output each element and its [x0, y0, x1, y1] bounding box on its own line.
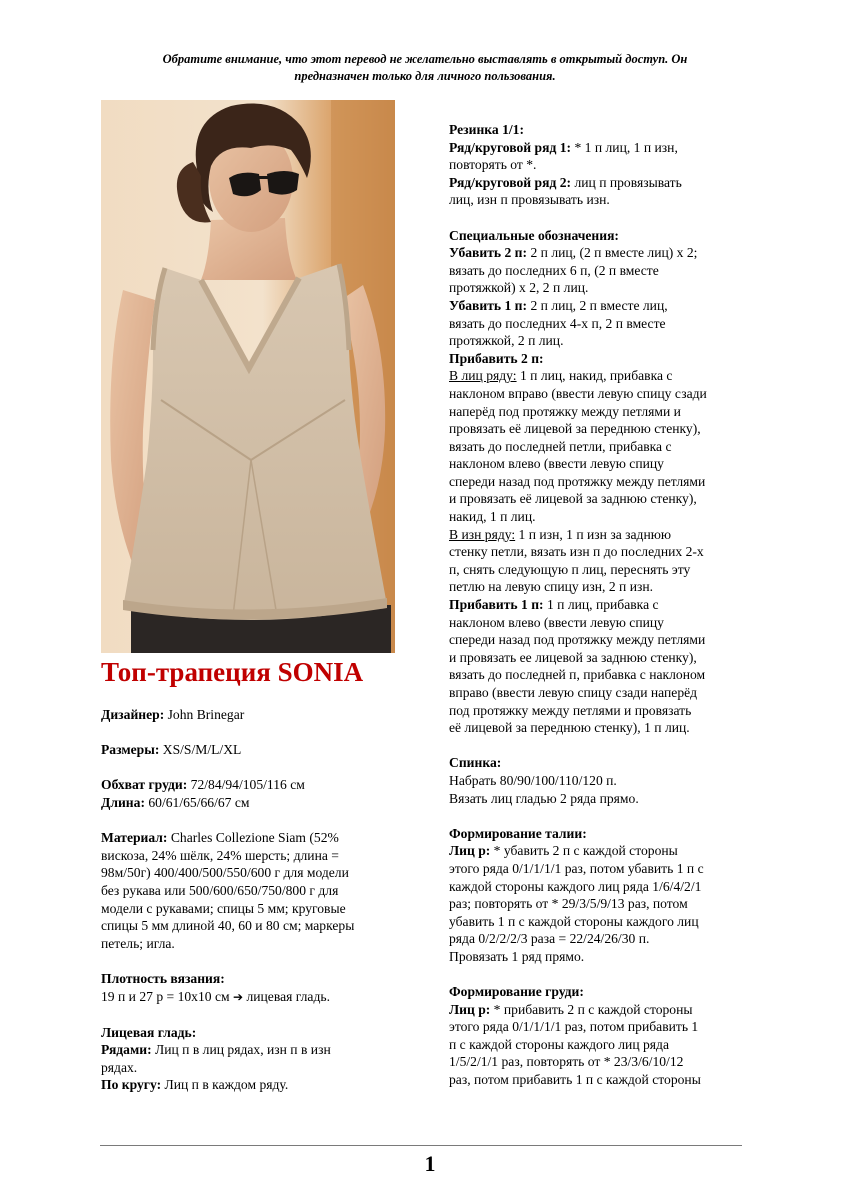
bust-text: 1/5/2/1/1 раз, повторять от * 23/3/6/10/12	[449, 1054, 684, 1070]
inc2-label: Прибавить 2 п:	[449, 350, 544, 366]
material-text: модели с рукавами; спицы 5 мм; круговые	[101, 900, 346, 916]
rows-label: Рядами:	[101, 1042, 152, 1058]
gauge-block	[101, 970, 401, 1006]
inc2-text: петлю на левую спицу изн, 2 п изн.	[449, 579, 654, 595]
material-label: Материал:	[101, 830, 168, 846]
inc2-text: спереди назад под протяжку между петлями	[449, 473, 706, 489]
dec2-label: Убавить 2 п:	[449, 245, 528, 261]
dec1-label: Убавить 1 п:	[449, 297, 528, 313]
material-block	[101, 829, 401, 952]
inc2-text: и провязать её лицевой за заднюю стенку),	[449, 491, 697, 507]
waist-rs-label: Лиц р:	[449, 843, 491, 859]
round-label: По кругу:	[101, 1077, 162, 1093]
dec1-text: протяжкой, 2 п лиц.	[449, 333, 564, 349]
notice-line: Обратите внимание, что этот перевод не желательно выставлять в открытый доступ. Он	[162, 52, 688, 66]
footer-divider	[100, 1145, 742, 1146]
back-text: Вязать лиц гладью 2 ряда прямо.	[449, 790, 639, 806]
rib-text: * 1 п лиц, 1 п изн,	[571, 139, 678, 155]
knitted-top-illustration	[101, 100, 395, 653]
inc1-text: вязать до последней п, прибавка с наклоном	[449, 667, 706, 683]
stockinette-block	[101, 1024, 401, 1094]
sizes-value: XS/S/M/L/XL	[159, 742, 242, 758]
bust-text: раз, потом прибавить 1 п с каждой стороны	[449, 1072, 701, 1088]
inc2-text: наклоном влево (ввести левую спицу	[449, 456, 664, 472]
stockinette-heading: Лицевая гладь:	[101, 1024, 197, 1040]
bust-block	[449, 983, 754, 1089]
waist-text: каждой стороны каждого лиц ряда 1/6/4/2/1	[449, 878, 702, 894]
rows-text: Лиц п в лиц рядах, изн п в изн	[151, 1042, 331, 1058]
gauge-value: 19 п и 27 р = 10х10 см	[101, 988, 234, 1004]
inc1-text: её лицевой за переднюю стенку), 1 п лиц.	[449, 720, 690, 736]
special-heading: Специальные обозначения:	[449, 227, 619, 243]
material-text: Charles Collezione Siam (52%	[167, 830, 339, 846]
page-number: 1	[424, 1151, 436, 1176]
gauge-heading: Плотность вязания:	[101, 970, 225, 986]
designer-block	[101, 706, 401, 724]
rib-row2-label: Ряд/круговой ряд 2:	[449, 174, 572, 190]
bust-text: п с каждой стороны каждого лиц ряда	[449, 1036, 670, 1052]
material-text: 98м/50г) 400/400/500/550/600 г для модели	[101, 865, 349, 881]
waist-heading: Формирование талии:	[449, 825, 587, 841]
waist-text: этого ряда 0/1/1/1/1 раз, потом убавить 1 п с	[449, 860, 704, 876]
rib-text: повторять от *.	[449, 157, 537, 173]
dec2-text: вязать до последних 6 п, (2 п вместе	[449, 262, 659, 278]
measurements-block	[101, 776, 401, 811]
inc1-text: 1 п лиц, прибавка с	[543, 597, 659, 613]
bust-text: этого ряда 0/1/1/1/1 раз, потом прибавить 1	[449, 1019, 699, 1035]
designer-label: Дизайнер:	[101, 707, 165, 722]
inc2-text: 1 п изн, 1 п изн за заднюю	[515, 526, 672, 542]
waist-text: раз; повторять от * 29/3/5/9/13 раз, потом	[449, 896, 688, 912]
right-column	[449, 121, 754, 1106]
notice-line: предназначен только для личного пользования.	[294, 69, 556, 83]
left-column	[101, 706, 401, 1112]
bust-rs-label: Лиц р:	[449, 1001, 491, 1017]
dec1-text: 2 п лиц, 2 п вместе лиц,	[527, 297, 668, 313]
material-text: вискоза, 24% шёлк, 24% шерсть; длина =	[101, 847, 339, 863]
inc1-text: и провязать ее лицевой за заднюю стенку),	[449, 649, 697, 665]
round-text: Лиц п в каждом ряду.	[161, 1077, 289, 1093]
sizes-block	[101, 741, 401, 759]
waist-text: убавить 1 п с каждой стороны каждого лиц	[449, 913, 699, 929]
inc2-text: накид, 1 п лиц.	[449, 509, 536, 525]
dec2-text: протяжкой) х 2, 2 п лиц.	[449, 280, 589, 296]
inc2-text: 1 п лиц, накид, прибавка с	[516, 368, 673, 384]
inc2-text: стенку петли, вязать изн п до последних 2-х	[449, 544, 704, 560]
dec2-text: 2 п лиц, (2 п вместе лиц) х 2;	[527, 245, 698, 261]
material-text: спицы 5 мм длиной 40, 60 и 80 см; маркеры	[101, 918, 355, 934]
dec1-text: вязать до последних 4-х п, 2 п вместе	[449, 315, 666, 331]
rib-text: лиц п провязывать	[571, 174, 682, 190]
inc1-text: наклоном влево (ввести левую спицу	[449, 614, 664, 630]
gauge-stitch: лицевая гладь.	[243, 988, 330, 1004]
inc2-text: вязать до последней петли, прибавка с	[449, 438, 672, 454]
waist-block	[449, 825, 754, 966]
inc1-text: под протяжку между петлями и провязать	[449, 702, 692, 718]
arrow-right-icon: ➔	[233, 989, 244, 1004]
inc2-text: наклоном вправо (ввести левую спицу сзади	[449, 385, 707, 401]
pattern-title: Топ-трапеция SONIA	[101, 657, 364, 687]
bust-text: * прибавить 2 п с каждой стороны	[490, 1001, 693, 1017]
inc2-rs-label: В лиц ряду:	[449, 368, 517, 384]
rows-text: рядах.	[101, 1059, 138, 1075]
back-block	[449, 754, 754, 807]
copyright-notice	[60, 51, 790, 85]
rib-row1-label: Ряд/круговой ряд 1:	[449, 139, 572, 155]
special-block	[449, 227, 754, 737]
material-text: без рукава или 500/600/650/750/800 г для	[101, 882, 339, 898]
rib-block	[449, 121, 754, 209]
rib-heading: Резинка 1/1:	[449, 122, 525, 137]
back-heading: Спинка:	[449, 755, 502, 771]
designer-value: John Brinegar	[164, 707, 245, 722]
inc1-text: вправо (ввести левую спицу сзади наперёд	[449, 685, 698, 700]
rib-text: лиц, изн п провязывать изн.	[449, 192, 610, 208]
waist-text: Провязать 1 ряд прямо.	[449, 948, 585, 964]
sizes-label: Размеры:	[101, 742, 160, 758]
back-text: Набрать 80/90/100/110/120 п.	[449, 772, 617, 788]
length-label: Длина:	[101, 794, 145, 810]
inc2-text: п, снять следующую п лиц, переснять эту	[449, 561, 691, 577]
material-text: петель; игла.	[101, 935, 175, 951]
bust-heading: Формирование груди:	[449, 984, 584, 1000]
waist-text: * убавить 2 п с каждой стороны	[490, 843, 678, 859]
inc2-text: провязать её лицевой за переднюю стенку),	[449, 421, 701, 437]
inc2-text: наперёд под протяжку между петлями и	[449, 403, 681, 419]
bust-label: Обхват груди:	[101, 777, 188, 793]
inc1-label: Прибавить 1 п:	[449, 597, 544, 613]
inc2-ws-label: В изн ряду:	[449, 526, 516, 542]
length-value: 60/61/65/66/67 см	[144, 794, 250, 810]
model-photo	[101, 100, 395, 653]
bust-value: 72/84/94/105/116 см	[187, 777, 305, 793]
inc1-text: спереди назад под протяжку между петлями	[449, 632, 706, 648]
waist-text: ряда 0/2/2/2/3 раза = 22/24/26/30 п.	[449, 931, 650, 947]
